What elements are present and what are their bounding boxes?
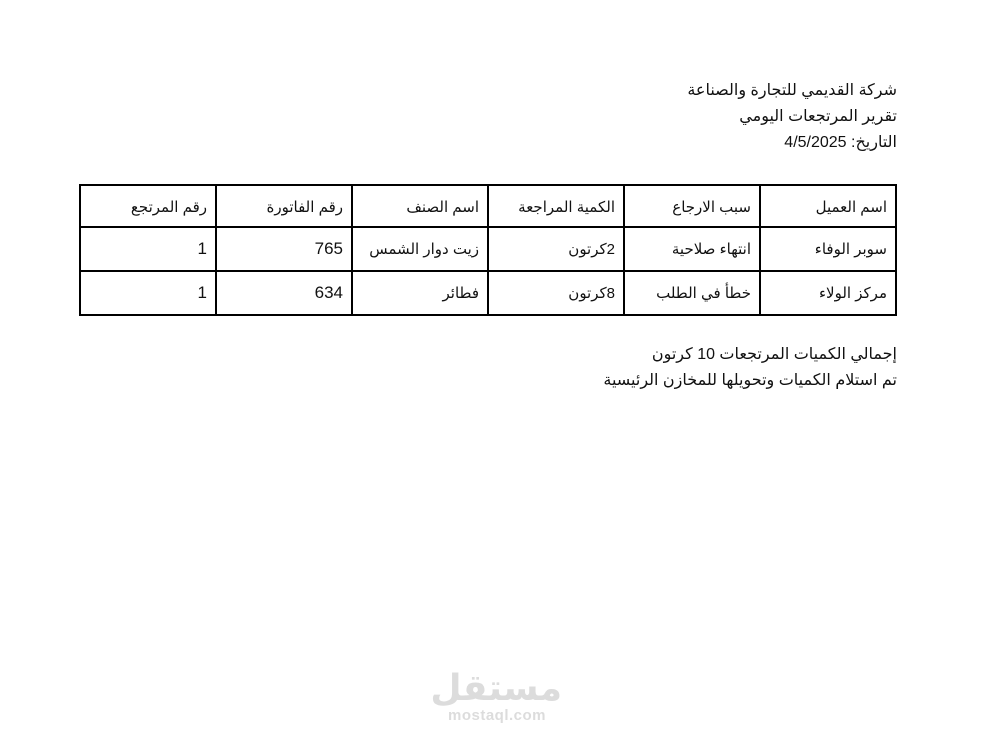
report-footer — [603, 342, 897, 394]
cell-item-name: فطائر — [352, 271, 488, 315]
column-header-return-reason: سبب الارجاع — [624, 185, 760, 227]
receipt-note: تم استلام الكميات وتحويلها للمخازن الرئيسية — [603, 372, 897, 389]
mostaql-watermark — [432, 668, 562, 724]
report-title: تقرير المرتجعات اليومي — [739, 108, 897, 125]
table-header-row — [80, 185, 896, 227]
column-header-invoice-number: رقم الفاتورة — [216, 185, 352, 227]
cell-return-reason: انتهاء صلاحية — [624, 227, 760, 271]
report-header — [687, 78, 897, 156]
report-date: التاريخ: 4/5/2025 — [784, 134, 897, 151]
table-row — [80, 227, 896, 271]
cell-return-number: 1 — [80, 227, 216, 271]
table-row — [80, 271, 896, 315]
cell-return-number: 1 — [80, 271, 216, 315]
column-header-customer-name: اسم العميل — [760, 185, 896, 227]
column-header-returned-quantity: الكمية المراجعة — [488, 185, 624, 227]
cell-invoice-number: 634 — [216, 271, 352, 315]
cell-invoice-number: 765 — [216, 227, 352, 271]
cell-customer-name: سوبر الوفاء — [760, 227, 896, 271]
cell-returned-quantity: 2كرتون — [488, 227, 624, 271]
cell-customer-name: مركز الولاء — [760, 271, 896, 315]
cell-return-reason: خطأ في الطلب — [624, 271, 760, 315]
cell-item-name: زيت دوار الشمس — [352, 227, 488, 271]
watermark-logo-text: مستقل — [430, 667, 562, 708]
cell-returned-quantity: 8كرتون — [488, 271, 624, 315]
company-name: شركة القديمي للتجارة والصناعة — [687, 82, 897, 99]
column-header-item-name: اسم الصنف — [352, 185, 488, 227]
total-returned-quantity: إجمالي الكميات المرتجعات 10 كرتون — [651, 346, 897, 363]
watermark-site: mostaql.com — [447, 707, 547, 724]
column-header-return-number: رقم المرتجع — [80, 185, 216, 227]
returns-table — [79, 184, 897, 316]
